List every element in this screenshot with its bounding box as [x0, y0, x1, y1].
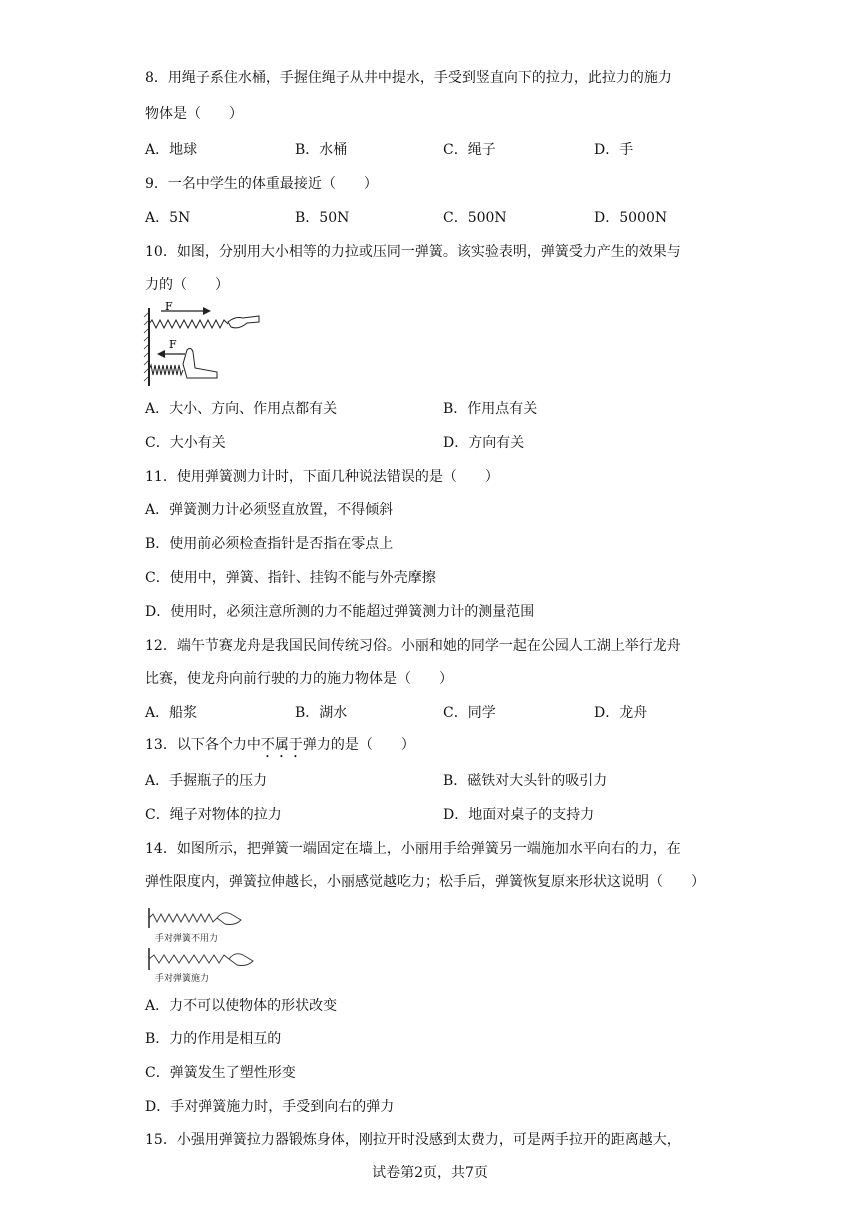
q13-option-b: B．磁铁对大头针的吸引力 [443, 773, 608, 789]
q10-option-c: C．大小有关 [145, 435, 226, 451]
q11-option-b: B．使用前必须检查指针是否指在零点上 [145, 536, 394, 552]
q13-stem-emphasis: 不属于 [260, 737, 303, 753]
q8-stem-line2: 物体是（ ） [145, 106, 243, 122]
q12-option-b: B．湖水 [295, 705, 348, 721]
q10-option-d: D．方向有关 [443, 435, 525, 451]
q12-option-c: C．同学 [443, 705, 496, 721]
q14-stem-line2: 弹性限度内，弹簧拉伸越长，小丽感觉越吃力；松手后，弹簧恢复原来形状这说明（ ） [145, 874, 705, 890]
q14-figure-caption-2: 手对弹簧施力 [155, 974, 210, 984]
q11-option-d: D．使用时，必须注意所测的力不能超过弹簧测力计的测量范围 [145, 604, 535, 620]
q14-option-c: C．弹簧发生了塑性形变 [145, 1065, 296, 1081]
q8-option-c: C．绳子 [443, 142, 496, 158]
q10-option-a: A．大小、方向、作用点都有关 [145, 401, 338, 417]
q10-option-b: B．作用点有关 [443, 401, 538, 417]
q13-option-c: C．绳子对物体的拉力 [145, 807, 282, 823]
q10-figure-label-f2: F [169, 338, 177, 351]
q14-stem-line1: 14．如图所示，把弹簧一端固定在墙上，小丽用手给弹簧另一端施加水平向右的力，在 [145, 841, 681, 857]
q9-option-b: B．50N [295, 210, 350, 226]
q8-option-b: B．水桶 [295, 142, 348, 158]
q9-option-c: C．500N [443, 210, 507, 226]
q10-stem-line2: 力的（ ） [145, 277, 229, 293]
q14-option-a: A．力不可以使物体的形状改变 [145, 998, 338, 1014]
q10-spring-figure [143, 302, 268, 388]
q9-option-a: A．5N [145, 210, 191, 226]
q12-option-a: A．船浆 [145, 705, 198, 721]
q11-option-a: A．弹簧测力计必须竖直放置，不得倾斜 [145, 502, 394, 518]
q9-stem: 9．一名中学生的体重最接近（ ） [145, 176, 378, 192]
q13-option-d: D．地面对桌子的支持力 [443, 807, 595, 823]
q8-option-a: A．地球 [145, 142, 198, 158]
q13-stem [145, 735, 415, 761]
q13-option-a: A．手握瓶子的压力 [145, 773, 268, 789]
q11-option-c: C．使用中，弹簧、指针、挂钩不能与外壳摩擦 [145, 570, 436, 586]
q11-stem: 11．使用弹簧测力计时，下面几种说法错误的是（ ） [145, 469, 499, 485]
q14-figure-caption-1: 手对弹簧不用力 [155, 934, 219, 944]
q9-option-d: D．5000N [594, 210, 668, 226]
q8-option-d: D．手 [594, 142, 634, 158]
q14-option-d: D．手对弹簧施力时，手受到向右的弹力 [145, 1099, 395, 1115]
q10-stem-line1: 10．如图，分别用大小相等的力拉或压同一弹簧。该实验表明，弹簧受力产生的效果与 [145, 244, 681, 260]
q13-stem-suffix: 弹力的是（ ） [302, 737, 415, 753]
q12-stem-line1: 12．端午节赛龙舟是我国民间传统习俗。小丽和她的同学一起在公园人工湖上举行龙舟 [145, 638, 681, 654]
q14-option-b: B．力的作用是相互的 [145, 1031, 282, 1047]
q15-stem-line1: 15．小强用弹簧拉力器锻炼身体，刚拉开时没感到太费力，可是两手拉开的距离越大， [145, 1132, 681, 1148]
q13-stem-prefix: 13．以下各个力中 [145, 737, 261, 753]
q10-figure-label-f1: F [165, 302, 173, 313]
q14-spring-figure [145, 904, 257, 984]
q12-stem-line2: 比赛，使龙舟向前行驶的力的施力物体是（ ） [145, 671, 453, 687]
q12-option-d: D．龙舟 [594, 705, 648, 721]
q8-stem-line1: 8．用绳子系住水桶，手握住绳子从井中提水，手受到竖直向下的拉力，此拉力的施力 [145, 70, 672, 86]
page-footer: 试卷第2页，共7页 [372, 1165, 488, 1181]
